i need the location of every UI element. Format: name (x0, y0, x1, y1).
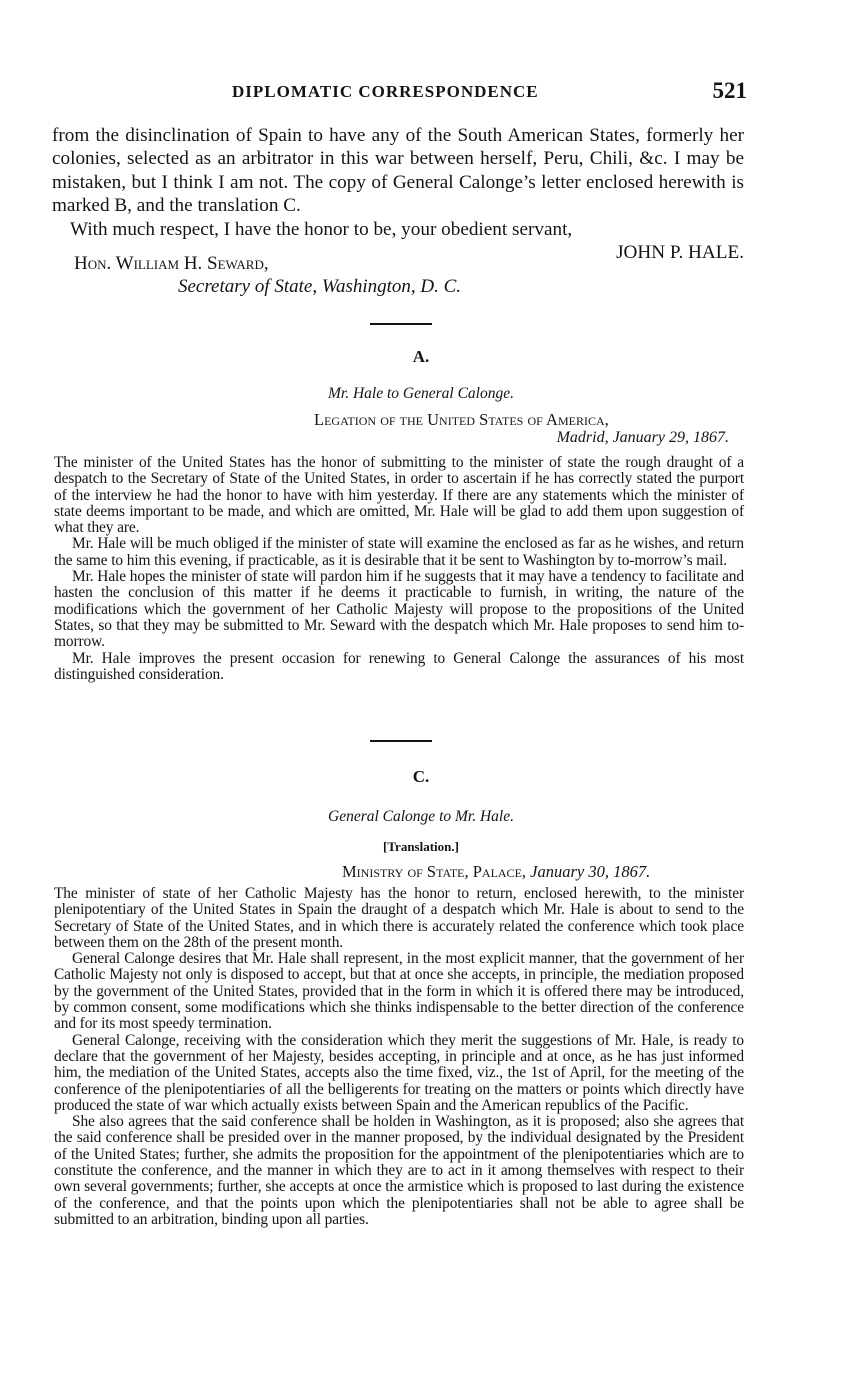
opening-paragraph: from the disinclination of Spain to have any of the South American States, formerly her colonies, selected as an arbitrator in this war between herself, Peru, Chili, &c. I may be mistaken, but I think I am not. The copy of General Calonge’s letter enclosed herewith is marked B, and the translation C. (52, 125, 744, 217)
section-c-paragraph: General Calonge, receiving with the consideration which they merit the suggestions of Mr. Hale, is ready to declare that the government of her Majesty, besides accepting, in principle and at once, as he has just informed him, the mediation of the United States, accepts also the time fixed, viz., the 1st of April, for the meeting of the conference of the plenipotentiaries of all the belligerents for treating on the matters or points which directly have produced the state of war which actually exists between Spain and the American republics of the Pacific. (54, 1031, 744, 1114)
section-a-title: Mr. Hale to General Calonge. (328, 385, 514, 402)
opening-letter-text (52, 124, 744, 264)
section-a-paragraph: Mr. Hale improves the present occasion for renewing to General Calonge the assurances of his most distinguished consideration. (54, 649, 744, 683)
section-c-body (54, 886, 744, 1228)
page-number: 521 (712, 78, 747, 103)
section-a-paragraph: Mr. Hale hopes the minister of state will pardon him if he suggests that it may have a tendency to facilitate and hasten the conclusion of this matter if he deems it practicable to furnish, in writing, the nature of the modifications which the government of her Catholic Majesty will propose to the propositions of the United States, so that they may be submitted to Mr. Seward with the despatch which Mr. Hale proposes to send him to-morrow. (54, 568, 744, 651)
section-c-dateline-date: January 30, 1867. (530, 862, 651, 881)
signature: JOHN P. HALE. (616, 242, 744, 264)
running-head: DIPLOMATIC CORRESPONDENCE (232, 82, 539, 101)
section-a-paragraph: Mr. Hale will be much obliged if the minister of state will examine the enclosed as far as he wishes, and return the same to him this evening, if practicable, as it is desirable that it be sent to Washington by to-morrow’s mail. (54, 535, 744, 569)
addressee-title: Secretary of State, Washington, D. C. (178, 276, 462, 297)
page-header (232, 78, 747, 106)
section-divider (370, 323, 432, 325)
closing-line: With much respect, I have the honor to be, your obedient servant, (70, 218, 573, 240)
section-a-body (54, 455, 744, 683)
section-c-dateline (342, 863, 650, 880)
section-c-dateline-place: Ministry of State, Palace, (342, 862, 527, 881)
translation-note: [Translation.] (383, 839, 459, 854)
section-c-paragraph: General Calonge desires that Mr. Hale shall represent, in the most explicit manner, that the government of her Catholic Majesty not only is disposed to accept, but that at once she accepts, in principle, the mediation proposed by the government of the United States, provided that in the form in which it is offered there may be introduced, by common consent, some modifications which she thinks indispensable to the better direction of the conference and for its most speedy termination. (54, 950, 744, 1033)
section-c-paragraph: The minister of state of her Catholic Majesty has the honor to return, enclosed herewith, to the minister plenipotentiary of the United States in Spain the draught of a despatch which Mr. Hale is about to send to the Secretary of State of the United States, and in which there is accurately related the conference which took place between them on the 28th of the present month. (54, 885, 744, 951)
section-c-title: General Calonge to Mr. Hale. (328, 808, 514, 825)
section-c-paragraph: She also agrees that the said conference shall be holden in Washington, as it is proposed; also she agrees that the said conference shall be presided over in the manner proposed, by the individual designated by the President of the United States; further, she admits the proposition for the appointment of the plenipotentiaries which are to constitute the conference, and the manner in which they are to act in it among themselves with respect to their own several governments; further, she accepts at once the armistice which is proposed to last during the existence of the conference, and that the points upon which the plenipotentiaries shall not be able to agree shall be submitted to an arbitration, binding upon all parties. (54, 1113, 744, 1228)
addressee-name: Hon. William H. Seward, (74, 253, 269, 274)
section-a-dateline-date: Madrid, January 29, 1867. (556, 429, 729, 446)
section-divider (370, 740, 432, 742)
section-a-paragraph: The minister of the United States has the honor of submitting to the minister of state the rough draught of a despatch to the Secretary of State of the United States, in order to ascertain if he has correctly stated the purport of the interview he had the honor to have with him yesterday. If there are any statements which the minister of state deems important to be made, and which are omitted, Mr. Hale will be glad to add them upon suggestion of what they are. (54, 454, 744, 537)
section-a-letter: A. (412, 347, 430, 366)
section-a-dateline-place: Legation of the United States of America, (314, 410, 609, 429)
section-c-letter: C. (412, 767, 430, 786)
